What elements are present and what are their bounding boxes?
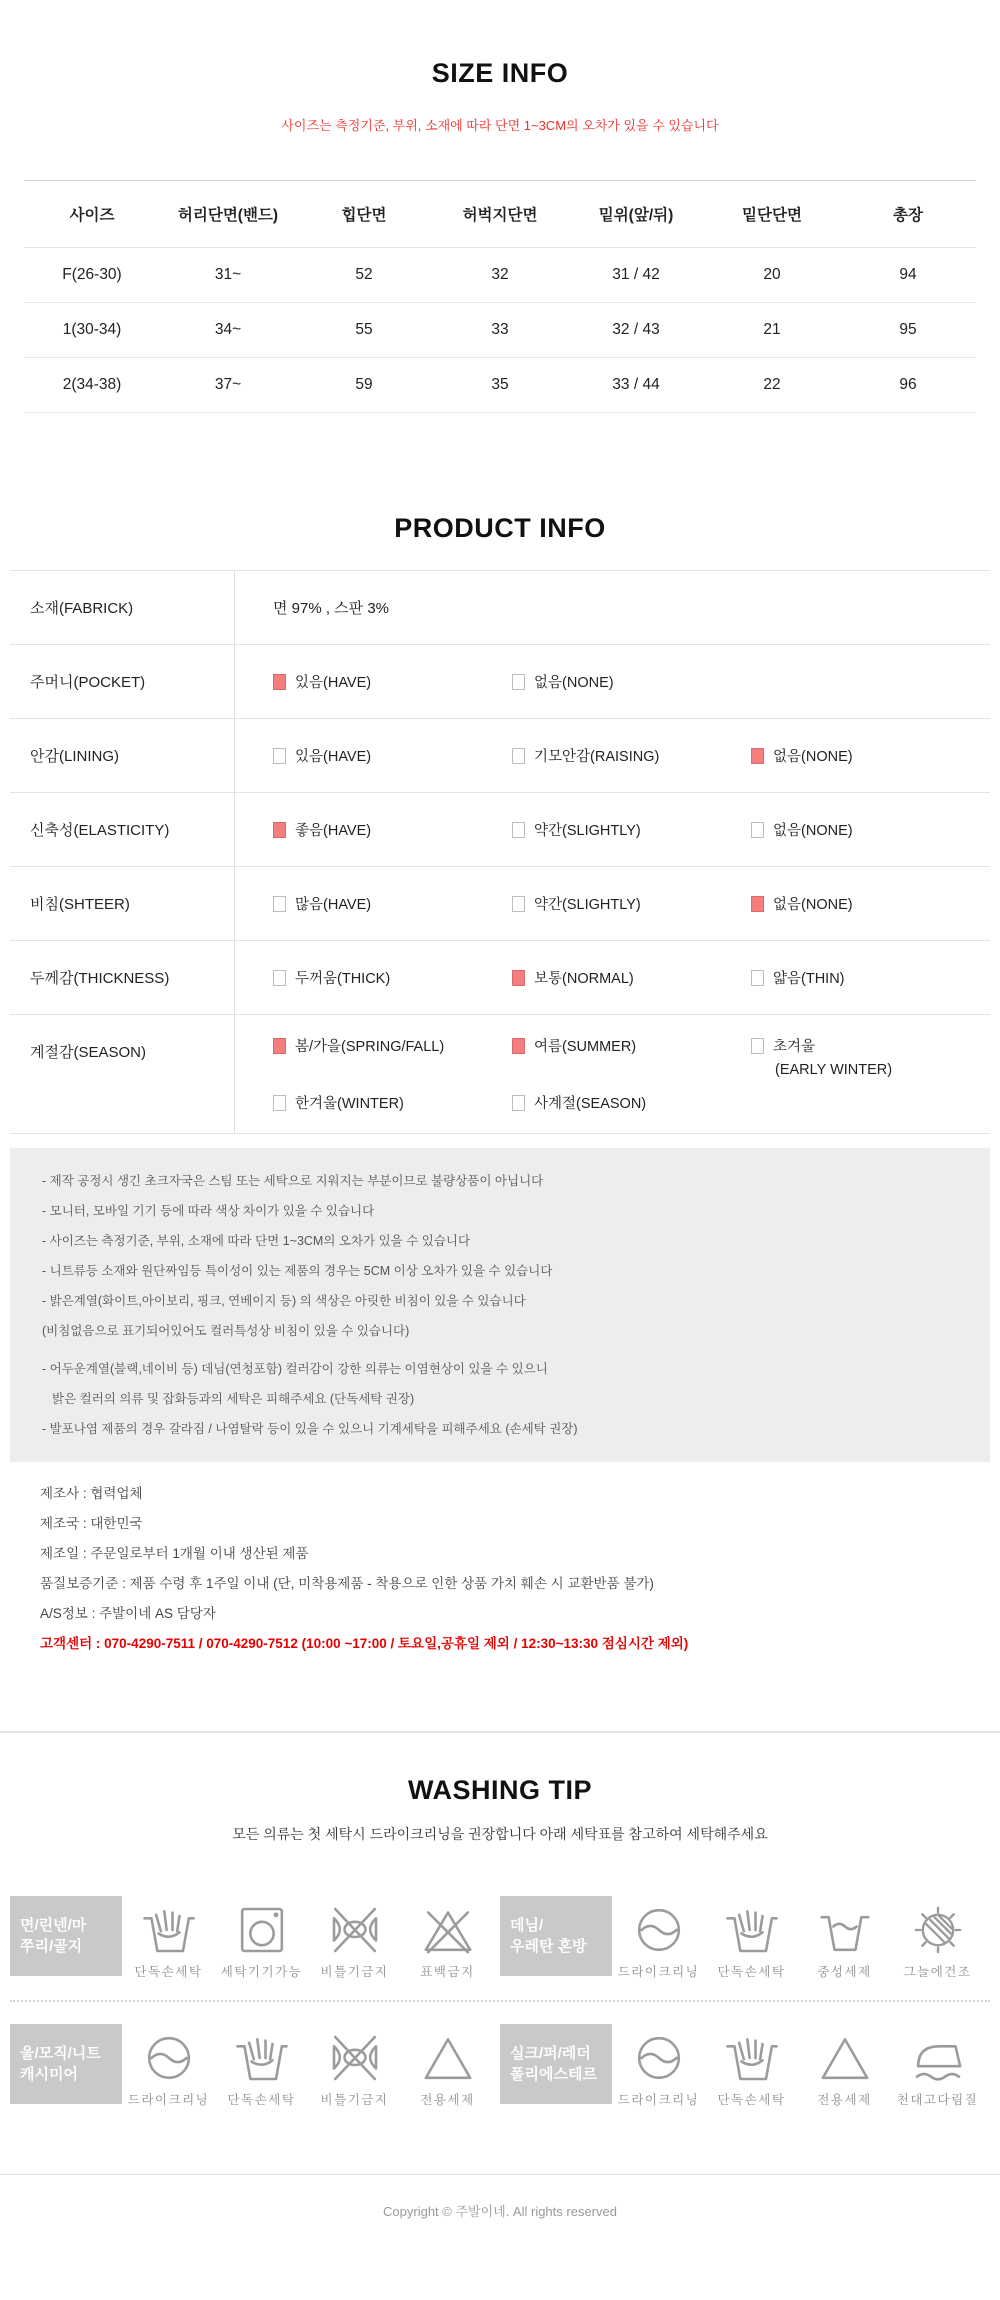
no-wring-icon: [327, 2030, 383, 2086]
special-detergent-icon: [817, 2030, 873, 2086]
product-option: [751, 967, 990, 988]
size-cell: 33: [432, 303, 568, 358]
washing-item: [122, 1896, 215, 1980]
washing-caption: 중성세제: [817, 1965, 872, 1979]
washing-group-label: [500, 2024, 612, 2104]
washing-tip-section: [0, 1775, 1000, 2108]
dry-clean-icon: [631, 2030, 687, 2086]
size-table-head: [24, 181, 976, 248]
washing-group-label-line: 실크/퍼/레더: [510, 2045, 591, 2062]
washing-item: [891, 2024, 984, 2108]
checkbox-unchecked: [512, 674, 525, 690]
washing-caption: 단독손세탁: [227, 2093, 296, 2107]
maker-info-line: 제조국 : 대한민국: [40, 1516, 143, 1531]
washing-iconbox: [420, 2024, 476, 2086]
option-label: 사계절(SEASON): [534, 1096, 647, 1112]
customer-service-line: 고객센터 : 070-4290-7511 / 070-4290-7512 (10:00 ~17:00 / 토요일,공휴일 제외 / 12:30~13:30 점심시간 제외): [40, 1636, 689, 1651]
option-label: 약간(SLIGHTLY): [534, 823, 641, 839]
washing-caption: 단독손세탁: [134, 1965, 203, 1979]
checkbox-unchecked: [512, 1095, 525, 1111]
product-option: [273, 819, 512, 840]
option-label: 보통(NORMAL): [534, 971, 634, 987]
note-line: - 모니터, 모바일 기기 등에 따라 색상 차이가 있을 수 있습니다: [42, 1204, 375, 1218]
note-line: - 밝은계열(화이트,아이보리, 핑크, 연베이지 등) 의 색상은 아릿한 비침이 있을 수 있습니다: [42, 1294, 526, 1308]
maker-info-line: 품질보증기준 : 제품 수령 후 1주일 이내 (단, 미착용제품 - 착용으로 인한 상품 가치 훼손 시 교환반품 불가): [40, 1576, 654, 1591]
washing-iconbox: [234, 2024, 290, 2086]
note-line: - 발포나염 제품의 경우 갈라짐 / 나염탈락 등이 있을 수 있으니 기계세탁을 피해주세요 (손세탁 권장): [42, 1422, 578, 1436]
size-cell: 94: [840, 248, 976, 303]
product-row-label: 비침(SHTEER): [10, 867, 235, 940]
checkbox-unchecked: [512, 822, 525, 838]
maker-info: [40, 1484, 990, 1653]
washing-machine-icon: [234, 1902, 290, 1958]
product-option: [512, 819, 751, 840]
size-cell: 32: [432, 248, 568, 303]
no-bleach-icon: [420, 1902, 476, 1958]
washing-group-label: [10, 1896, 122, 1976]
washing-iconbox: [910, 1896, 966, 1958]
option-label: 기모안감(RAISING): [534, 749, 660, 765]
footer-divider: [0, 2174, 1000, 2175]
checkbox-checked: [273, 822, 286, 838]
checkbox-checked: [273, 1038, 286, 1054]
section-divider: [0, 1731, 1000, 1733]
size-cell: F(26-30): [24, 248, 160, 303]
washing-item: [891, 1896, 984, 1980]
washing-caption: 전용세제: [420, 2093, 475, 2107]
product-row: [10, 571, 990, 645]
product-option: [512, 1035, 751, 1078]
note-line: - 어두운계열(블랙,네이비 등) 데님(연청포함) 컬러감이 강한 의류는 이염현상이 있을 수 있으니: [42, 1362, 548, 1376]
washing-item: [215, 1896, 308, 1980]
checkbox-unchecked: [751, 1038, 764, 1054]
note-line: (비침없음으로 표기되어있어도 컬러특성상 비침이 있을 수 있습니다): [42, 1324, 410, 1338]
washing-iconbox: [420, 1896, 476, 1958]
product-row: [10, 719, 990, 793]
size-col-header: 총장: [840, 181, 976, 248]
maker-info-line: 제조일 : 주문일로부터 1개월 이내 생산된 제품: [40, 1546, 309, 1561]
washing-group-label-line: 우레탄 혼방: [510, 1938, 587, 1955]
washing-item: [705, 1896, 798, 1980]
size-info-subtitle: 사이즈는 측정기준, 부위, 소재에 따라 단면 1~3CM의 오차가 있을 수 있습니다: [281, 118, 719, 133]
washing-iconbox: [327, 2024, 383, 2086]
size-cell: 33 / 44: [568, 358, 704, 413]
washing-iconbox: [631, 1896, 687, 1958]
washing-group: [500, 1896, 990, 1980]
product-option: [512, 671, 751, 692]
size-col-header: 힙단면: [296, 181, 432, 248]
no-wring-icon: [327, 1902, 383, 1958]
maker-info-line: 제조사 : 협력업체: [40, 1486, 143, 1501]
copyright-text: Copyright © 주발이네. All rights reserved: [383, 2204, 617, 2219]
size-col-header: 사이즈: [24, 181, 160, 248]
size-table-row: [24, 303, 976, 358]
checkbox-unchecked: [273, 1095, 286, 1111]
product-row-options: [235, 645, 990, 718]
product-row-label: 안감(LINING): [10, 719, 235, 792]
product-option: [273, 745, 512, 766]
size-cell: 96: [840, 358, 976, 413]
product-info-section: [0, 513, 1000, 1653]
product-row: [10, 1015, 990, 1134]
product-row-options: [235, 793, 990, 866]
product-row-options: [235, 719, 990, 792]
maker-info-line: A/S정보 : 주발이네 AS 담당자: [40, 1606, 216, 1621]
dry-clean-icon: [141, 2030, 197, 2086]
size-cell: 52: [296, 248, 432, 303]
product-option: [751, 1035, 990, 1078]
washing-group-label-line: 울/모직/니트: [20, 2045, 101, 2062]
washing-group-label-line: 쭈리/골지: [20, 1938, 83, 1955]
washing-caption: 비틀기금지: [320, 2093, 389, 2107]
washing-iconbox: [141, 1896, 197, 1958]
washing-iconbox: [724, 1896, 780, 1958]
checkbox-unchecked: [273, 896, 286, 912]
washing-item: [122, 2024, 215, 2108]
size-info-title: SIZE INFO: [431, 58, 569, 88]
checkbox-unchecked: [751, 970, 764, 986]
size-cell: 35: [432, 358, 568, 413]
size-table-body: [24, 248, 976, 413]
washing-rows: [10, 1896, 990, 2108]
washing-item: [798, 1896, 891, 1980]
checkbox-checked: [751, 748, 764, 764]
washing-caption: 단독손세탁: [717, 2093, 786, 2107]
product-option: [273, 1035, 512, 1078]
option-label: 여름(SUMMER): [534, 1039, 637, 1055]
size-cell: 55: [296, 303, 432, 358]
size-cell: 31~: [160, 248, 296, 303]
size-cell: 95: [840, 303, 976, 358]
washing-iconbox: [817, 1896, 873, 1958]
washing-caption: 전용세제: [817, 2093, 872, 2107]
size-col-header: 허리단면(밴드): [160, 181, 296, 248]
product-row: [10, 793, 990, 867]
note-line: 밝은 컬러의 의류 및 잡화등과의 세탁은 피해주세요 (단독세탁 권장): [52, 1392, 415, 1406]
size-cell: 20: [704, 248, 840, 303]
washing-caption: 비틀기금지: [320, 1965, 389, 1979]
washing-iconbox: [234, 1896, 290, 1958]
note-line: - 사이즈는 측정기준, 부위, 소재에 따라 단면 1~3CM의 오차가 있을 수 있습니다: [42, 1234, 471, 1248]
option-label: 있음(HAVE): [295, 749, 372, 765]
checkbox-unchecked: [512, 748, 525, 764]
checkbox-checked: [751, 896, 764, 912]
washing-group-label: [500, 1896, 612, 1976]
washing-caption: 드라이크리닝: [617, 2093, 700, 2107]
shade-dry-icon: [910, 1902, 966, 1958]
product-row-label: 주머니(POCKET): [10, 645, 235, 718]
checkbox-unchecked: [512, 896, 525, 912]
product-option: [512, 745, 751, 766]
option-label: 없음(NONE): [534, 675, 614, 691]
product-option: [751, 745, 990, 766]
option-label: 있음(HAVE): [295, 675, 372, 691]
washing-row: [10, 2024, 990, 2108]
washing-group: [10, 2024, 500, 2108]
option-label: 없음(NONE): [773, 897, 853, 913]
option-label: 좋음(HAVE): [295, 823, 372, 839]
dry-clean-icon: [631, 1902, 687, 1958]
size-table-row: [24, 248, 976, 303]
size-col-header: 허벅지단면: [432, 181, 568, 248]
page-footer: [0, 2174, 1000, 2220]
size-cell: 34~: [160, 303, 296, 358]
product-row-label: 소재(FABRICK): [10, 571, 235, 644]
product-option: [273, 1092, 512, 1113]
washing-item: [308, 2024, 401, 2108]
special-detergent-icon: [420, 2030, 476, 2086]
product-option: [273, 671, 512, 692]
washing-group-label-line: 데님/: [510, 1917, 544, 1934]
product-row: [10, 867, 990, 941]
product-option: [273, 893, 512, 914]
product-row-options: [235, 867, 990, 940]
washing-iconbox: [910, 2024, 966, 2086]
checkbox-checked: [273, 674, 286, 690]
product-option: [273, 967, 512, 988]
washing-item: [612, 1896, 705, 1980]
washing-item: [215, 2024, 308, 2108]
product-row-label: 두께감(THICKNESS): [10, 941, 235, 1014]
note-line: - 니트류등 소재와 원단짜임등 특이성이 있는 제품의 경우는 5CM 이상 오차가 있을 수 있습니다: [42, 1264, 553, 1278]
product-option: [751, 893, 990, 914]
product-option: [512, 1092, 751, 1113]
size-col-header: 밑위(앞/뒤): [568, 181, 704, 248]
checkbox-unchecked: [273, 970, 286, 986]
washing-item: [705, 2024, 798, 2108]
size-cell: 22: [704, 358, 840, 413]
washing-tip-subtitle: 모든 의류는 첫 세탁시 드라이크리닝을 권장합니다 아래 세탁표를 참고하여 세탁해주세요: [232, 1826, 768, 1842]
option-label: 초겨울: [773, 1039, 816, 1055]
size-cell: 21: [704, 303, 840, 358]
product-row-options: [235, 941, 990, 1014]
washing-item: [798, 2024, 891, 2108]
washing-caption: 단독손세탁: [717, 1965, 786, 1979]
product-row: [10, 941, 990, 1015]
checkbox-checked: [512, 1038, 525, 1054]
washing-iconbox: [724, 2024, 780, 2086]
product-row-options: [235, 571, 990, 644]
size-col-header: 밑단단면: [704, 181, 840, 248]
iron-cloth-icon: [910, 2030, 966, 2086]
size-cell: 1(30-34): [24, 303, 160, 358]
washing-group-label-line: 폴리에스테르: [510, 2066, 597, 2083]
washing-item: [401, 2024, 494, 2108]
product-value: 면 97% , 스판 3%: [273, 600, 390, 617]
size-cell: 32 / 43: [568, 303, 704, 358]
size-cell: 31 / 42: [568, 248, 704, 303]
washing-iconbox: [817, 2024, 873, 2086]
option-label: 봄/가을(SPRING/FALL): [295, 1039, 445, 1055]
product-option: [751, 819, 990, 840]
washing-iconbox: [631, 2024, 687, 2086]
product-row-options: [235, 1015, 990, 1133]
checkbox-unchecked: [751, 822, 764, 838]
size-cell: 37~: [160, 358, 296, 413]
size-cell: 59: [296, 358, 432, 413]
washing-group-label-line: 캐시미어: [20, 2066, 78, 2083]
product-row-label: 계절감(SEASON): [10, 1015, 235, 1133]
washing-item: [308, 1896, 401, 1980]
checkbox-checked: [512, 970, 525, 986]
handwash-icon: [724, 2030, 780, 2086]
size-table: [24, 180, 976, 413]
washing-item: [401, 1896, 494, 1980]
handwash-icon: [141, 1902, 197, 1958]
product-option: [512, 893, 751, 914]
washing-group: [500, 2024, 990, 2108]
size-header-row: [24, 181, 976, 248]
washing-item: [612, 2024, 705, 2108]
option-label: 없음(NONE): [773, 749, 853, 765]
size-table-row: [24, 358, 976, 413]
washing-group-label-line: 면/린넨/마: [20, 1917, 87, 1934]
product-info-table: [10, 570, 990, 1134]
product-row: [10, 645, 990, 719]
washing-caption: 드라이크리닝: [127, 2093, 210, 2107]
size-info-section: [0, 0, 1000, 413]
checkbox-unchecked: [273, 748, 286, 764]
handwash-icon: [724, 1902, 780, 1958]
washing-group-label: [10, 2024, 122, 2104]
option-label: 없음(NONE): [773, 823, 853, 839]
option-label: 얇음(THIN): [773, 971, 845, 987]
product-option: [512, 967, 751, 988]
product-row-label: 신축성(ELASTICITY): [10, 793, 235, 866]
washing-tip-title: WASHING TIP: [407, 1775, 592, 1805]
washing-caption: 세탁기기가능: [220, 1965, 303, 1979]
product-info-title: PRODUCT INFO: [394, 513, 606, 543]
note-line: - 제작 공정시 생긴 초크자국은 스팀 또는 세탁으로 지워지는 부분이므로 불량상품이 아닙니다: [42, 1174, 544, 1188]
washing-row: [10, 1896, 990, 1980]
washing-group: [10, 1896, 500, 1980]
washing-caption: 그늘에건조: [903, 1965, 972, 1979]
size-cell: 2(34-38): [24, 358, 160, 413]
washing-caption: 드라이크리닝: [617, 1965, 700, 1979]
notes-box: [10, 1148, 990, 1462]
washing-caption: 표백금지: [420, 1965, 475, 1979]
washing-iconbox: [327, 1896, 383, 1958]
option-label-sub: (EARLY WINTER): [775, 1062, 893, 1078]
washing-caption: 천대고다림질: [896, 2093, 979, 2107]
handwash-icon: [234, 2030, 290, 2086]
option-label: 약간(SLIGHTLY): [534, 897, 641, 913]
washing-row-divider: [10, 2000, 990, 2002]
neutral-detergent-icon: [817, 1902, 873, 1958]
washing-iconbox: [141, 2024, 197, 2086]
option-label: 두꺼움(THICK): [295, 971, 391, 987]
option-label: 한겨울(WINTER): [295, 1096, 404, 1112]
option-label: 많음(HAVE): [295, 897, 372, 913]
